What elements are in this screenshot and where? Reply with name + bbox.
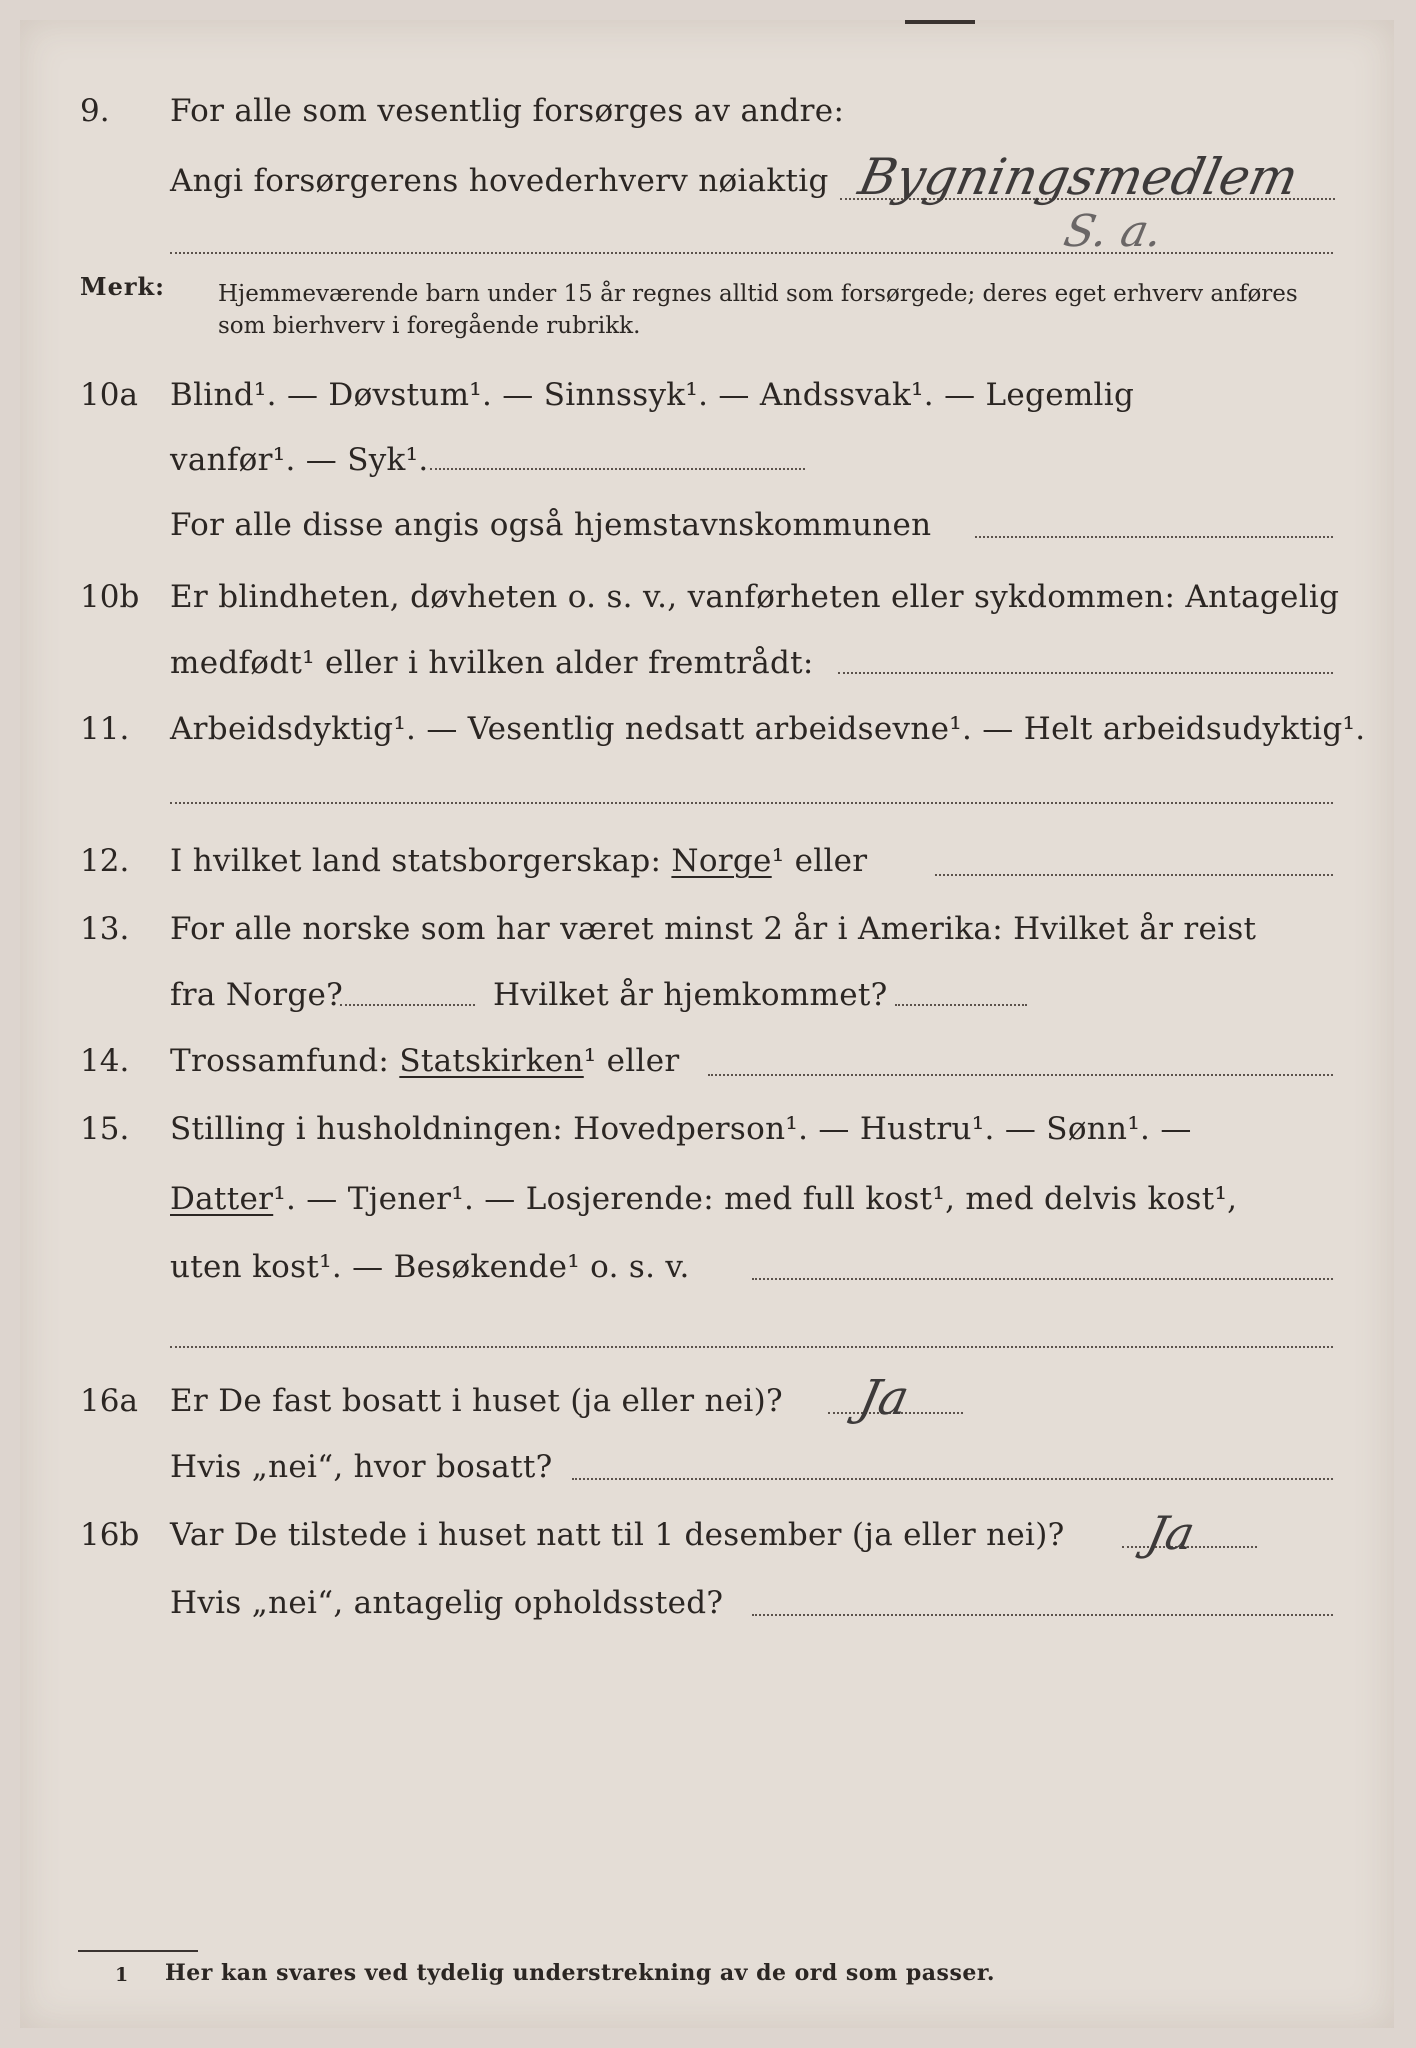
q13-line2a: fra Norge?	[170, 977, 344, 1013]
q10b-number: 10b	[80, 579, 140, 615]
q15-datter-underlined: Datter	[170, 1181, 274, 1217]
q10a-line1: Blind¹. — Døvstum¹. — Sinnssyk¹. — Andssvak¹. — Legemlig	[170, 377, 1135, 413]
q14-number: 14.	[80, 1043, 130, 1079]
q14-prefix: Trossamfund:	[170, 1043, 400, 1079]
q9-handwritten-note: S. a.	[1059, 206, 1168, 257]
q16b-line2: Hvis „nei“, antagelig opholdssted?	[170, 1585, 724, 1621]
q13-number: 13.	[80, 911, 130, 947]
q10a-kommune-line	[975, 536, 1333, 538]
q16a-handwritten-answer: Ja	[854, 1370, 914, 1426]
q14-suffix: ¹ eller	[583, 1043, 680, 1079]
q13-line1: For alle norske som har været minst 2 år i Amerika: Hvilket år reist	[170, 911, 1257, 947]
q10a-line3: For alle disse angis også hjemstavnskommunen	[170, 507, 932, 543]
q12-number: 12.	[80, 843, 130, 879]
q13-hjemkommet-line	[895, 1004, 1027, 1006]
q10b-line2: medfødt¹ eller i hvilken alder fremtrådt:	[170, 645, 814, 681]
footnote-text: Her kan svares ved tydelig understrekning av de ord som passer.	[165, 1960, 996, 1986]
q15-line3: uten kost¹. — Besøkende¹ o. s. v.	[170, 1249, 690, 1285]
q10b-line1: Er blindheten, døvheten o. s. v., vanførheten eller sykdommen: Antagelig	[170, 579, 1340, 615]
q12-norge-underlined: Norge	[671, 843, 772, 879]
q9-number: 9.	[80, 93, 110, 129]
q12-answer-line	[935, 874, 1333, 876]
q16b-line1: Var De tilstede i huset natt til 1 desember (ja eller nei)?	[170, 1517, 1065, 1553]
q15-answer-line	[752, 1278, 1333, 1280]
q9-handwritten-answer: Bygningsmedlem	[853, 148, 1304, 206]
q14-line	[170, 1043, 680, 1079]
q16a-line1: Er De fast bosatt i huset (ja eller nei)?	[170, 1383, 783, 1419]
merk-text: Hjemmeværende barn under 15 år regnes alltid som forsørgede; deres eget erhverv anføres som bierhverv i foregående rubrikk.	[218, 281, 1298, 339]
q10a-line2: vanfør¹. — Syk¹.	[170, 442, 429, 478]
q11-number: 11.	[80, 711, 130, 747]
q15-number: 15.	[80, 1111, 130, 1147]
q9-extra-line	[170, 252, 1333, 254]
q16b-opholdssted-line	[752, 1614, 1333, 1616]
q15-extra-line	[170, 1346, 1333, 1348]
q9-line1: For alle som vesentlig forsørges av andre:	[170, 93, 845, 129]
q10a-number: 10a	[80, 377, 138, 413]
q10b-answer-line	[838, 672, 1333, 674]
q16a-bosatt-line	[572, 1478, 1333, 1480]
q11-answer-line	[170, 802, 1333, 804]
q12-suffix: ¹ eller	[771, 843, 868, 879]
q13-line2b: Hvilket år hjemkommet?	[493, 977, 888, 1013]
q15-line2	[170, 1181, 1238, 1217]
q10a-syk-line	[430, 468, 805, 470]
q11-line1: Arbeidsdyktig¹. — Vesentlig nedsatt arbeidsevne¹. — Helt arbeidsudyktig¹.	[170, 711, 1366, 747]
q16b-number: 16b	[80, 1517, 140, 1553]
q15-line1: Stilling i husholdningen: Hovedperson¹. — Hustru¹. — Sønn¹. —	[170, 1111, 1192, 1147]
q16a-number: 16a	[80, 1383, 138, 1419]
q14-statskirken-underlined: Statskirken	[399, 1043, 584, 1079]
merk-label: Merk:	[80, 272, 165, 301]
q12-prefix: I hvilket land statsborgerskap:	[170, 843, 672, 879]
top-edge-mark	[905, 20, 975, 24]
footnote-divider	[78, 1950, 198, 1952]
q12-line	[170, 843, 868, 879]
q16a-line2: Hvis „nei“, hvor bosatt?	[170, 1449, 553, 1485]
footnote-number: 1	[115, 1964, 129, 1986]
q16b-handwritten-answer: Ja	[1142, 1506, 1200, 1560]
q9-line2: Angi forsørgerens hovederhverv nøiaktig	[170, 163, 829, 199]
q14-answer-line	[708, 1074, 1333, 1076]
q15-line2-rest: ¹. — Tjener¹. — Losjerende: med full kost¹, med delvis kost¹,	[273, 1181, 1238, 1217]
q13-reist-line	[340, 1004, 475, 1006]
